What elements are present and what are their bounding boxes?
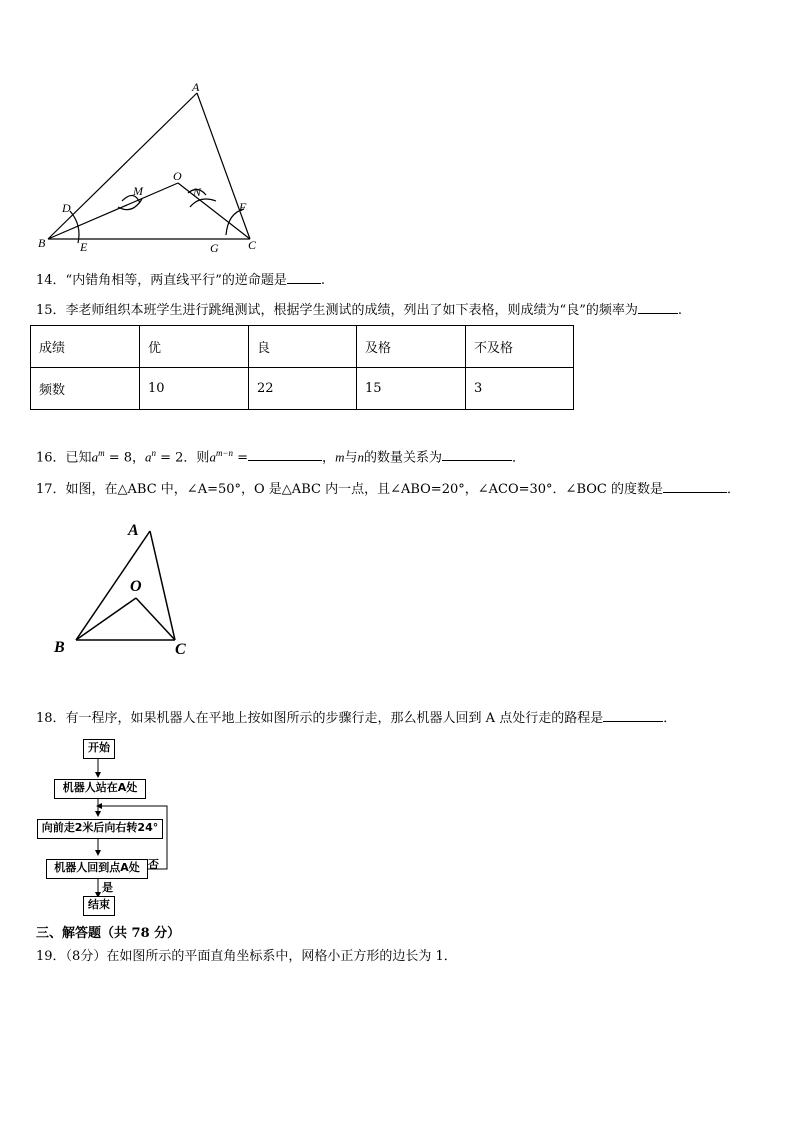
- flow-end-box: [83, 896, 115, 916]
- q16-eq-2: = 2．则: [156, 450, 210, 466]
- q16-answer-blank-2[interactable]: [442, 448, 512, 461]
- label-D: D: [62, 201, 71, 215]
- flow-step1-label: 机器人站在A处: [62, 781, 138, 794]
- flow-step3-box: [46, 859, 148, 879]
- q16-base-1: a: [91, 449, 99, 465]
- triangle-construction-figure: [30, 75, 270, 260]
- label-C: C: [175, 641, 186, 658]
- q16-comma: ，: [322, 450, 336, 466]
- label-O: O: [130, 578, 142, 595]
- q17-number: 17．: [36, 482, 66, 497]
- label-B: B: [38, 236, 46, 250]
- table-cell: 10: [140, 368, 249, 410]
- label-E: E: [80, 240, 88, 254]
- triangle-abc-figure: [48, 515, 198, 665]
- table-cell: 3: [466, 368, 574, 410]
- flow-start-box: [83, 739, 115, 759]
- q16-exp-1: m: [98, 448, 105, 458]
- flow-end-label: 结束: [88, 898, 110, 911]
- label-B: B: [54, 639, 65, 656]
- q16-base-2: a: [145, 449, 152, 465]
- q18-answer-blank[interactable]: [603, 709, 663, 722]
- flow-step3-label: 机器人回到点A处: [54, 861, 140, 874]
- label-O: O: [173, 169, 182, 183]
- q14-answer-blank[interactable]: [287, 271, 321, 284]
- q14-number: 14．: [36, 273, 66, 288]
- table-cell: 良: [249, 326, 357, 368]
- q14-text: “内错角相等，两直线平行”的逆命题是: [65, 273, 287, 288]
- q16-end: ．: [511, 450, 525, 466]
- q15-text: 李老师组织本班学生进行跳绳测试，根据学生测试的成绩，列出了如下表格，则成绩为“良”的频率为: [65, 303, 638, 318]
- q17-end: ．: [726, 482, 740, 497]
- q15-answer-blank[interactable]: [638, 301, 678, 314]
- label-M: M: [133, 184, 143, 198]
- frequency-table: [30, 325, 574, 410]
- q19-number: 19．: [36, 949, 66, 964]
- flow-step2-box: [37, 819, 163, 839]
- question-19: [36, 948, 457, 966]
- q16-answer-blank-1[interactable]: [248, 448, 322, 461]
- table-row: [31, 326, 574, 368]
- q16-number: 16．: [36, 450, 66, 466]
- label-F: F: [239, 200, 247, 214]
- q16-eq-1: = 8，: [104, 450, 145, 466]
- q16-rel: 的数量关系为: [363, 450, 442, 466]
- flow-step1-box: [54, 779, 146, 799]
- table-cell: 不及格: [466, 326, 574, 368]
- label-A: A: [192, 80, 200, 94]
- table-cell: 及格: [357, 326, 466, 368]
- flow-yes-label: 是: [102, 881, 113, 894]
- flow-no-label: 否: [148, 858, 159, 871]
- label-G: G: [210, 241, 219, 255]
- table-cell: 频数: [31, 368, 140, 410]
- flow-start-label: 开始: [88, 741, 110, 754]
- table-row: [31, 368, 574, 410]
- q18-text: 有一程序，如果机器人在平地上按如图所示的步骤行走，那么机器人回到 A 点处行走的路程是: [65, 711, 604, 726]
- q14-end: .: [320, 273, 325, 288]
- q16-base-3: a: [209, 449, 216, 465]
- q18-end: ．: [663, 711, 677, 726]
- table-cell: 22: [249, 368, 357, 410]
- q15-end: .: [677, 303, 682, 318]
- q16-with: 与: [344, 450, 358, 466]
- question-14: [36, 271, 325, 290]
- label-A: A: [128, 522, 139, 539]
- table-cell: 优: [140, 326, 249, 368]
- q17-text: 如图，在△ABC 中，∠A=50°，O 是△ABC 内一点，且∠ABO=20°，∠ACO=30°．∠BOC 的度数是: [65, 482, 663, 497]
- q16-n: n: [357, 449, 364, 465]
- section-heading: 三、解答题（共 78 分）: [36, 926, 181, 941]
- q18-number: 18．: [36, 711, 66, 726]
- q16-exp-3: m−n: [215, 448, 234, 458]
- q16-pre: 已知: [65, 450, 92, 466]
- label-C: C: [248, 238, 257, 252]
- question-18: [36, 709, 676, 728]
- question-17: [36, 480, 740, 499]
- question-16: [36, 444, 525, 467]
- q16-m: m: [335, 449, 345, 465]
- q16-eq-3: =: [233, 450, 249, 466]
- question-15: [36, 301, 682, 320]
- flow-step2-label: 向前走2米后向右转24°: [41, 821, 159, 834]
- table-cell: 15: [357, 368, 466, 410]
- q17-answer-blank[interactable]: [663, 480, 727, 493]
- q15-number: 15．: [36, 303, 66, 318]
- label-N: N: [193, 185, 202, 199]
- q19-text: （8分）在如图所示的平面直角坐标系中，网格小正方形的边长为 1．: [65, 949, 457, 964]
- table-cell: 成绩: [31, 326, 140, 368]
- q16-exp-2: n: [151, 448, 156, 458]
